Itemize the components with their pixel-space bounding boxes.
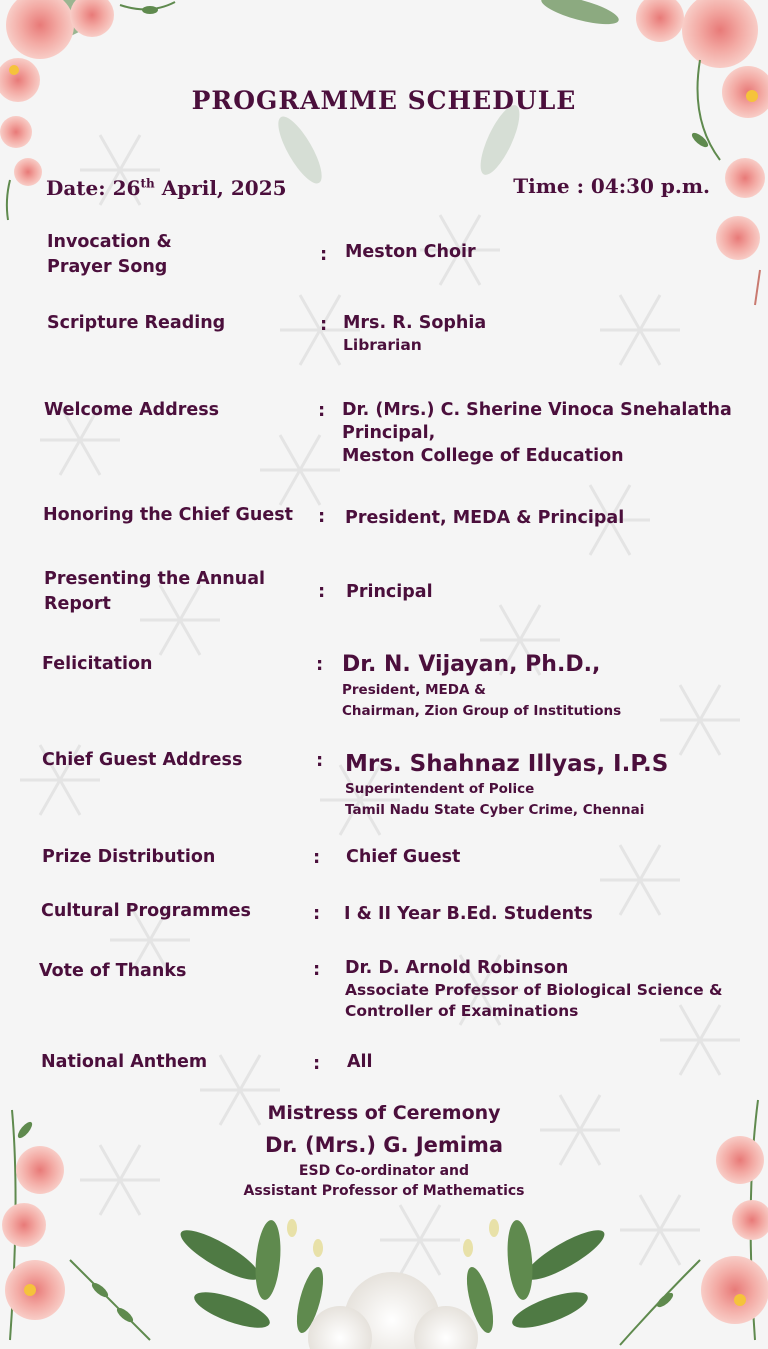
value-line: Dr. D. Arnold Robinson [345,958,569,978]
schedule-label [47,230,172,280]
value-line: Tamil Nadu State Cyber Crime, Chennai [345,802,645,818]
mistress-role-1: ESD Co-ordinator and [298,1163,470,1179]
date-suffix: April, 2025 [154,176,287,200]
separator-colon: : [316,654,324,675]
date-prefix: Date: 26 [46,176,141,200]
schedule-value [345,957,723,1022]
schedule-label [43,503,293,528]
value-line: President, MEDA & Principal [345,508,625,528]
label-line: Scripture Reading [47,313,226,333]
schedule-value [345,749,668,821]
schedule-label [41,899,251,924]
date-superscript: th [140,176,155,191]
label-line: Honoring the Chief Guest [43,505,293,525]
schedule-label [44,567,265,617]
schedule-label [42,845,215,870]
value-line: Mrs. Shahnaz Illyas, I.P.S [345,751,669,777]
value-line: Controller of Examinations [345,1002,579,1020]
value-line: All [347,1052,373,1072]
event-date [46,176,287,200]
separator-colon: : [320,314,328,335]
label-line: Chief Guest Address [42,750,243,770]
value-line: Meston Choir [345,242,476,262]
value-line: President, MEDA & [342,682,486,698]
schedule-label [42,652,153,677]
value-line: Associate Professor of Biological Science & [345,981,723,999]
label-line: Presenting the Annual [44,569,266,589]
value-line: Dr. N. Vijayan, Ph.D., [342,652,601,677]
schedule-label [41,1050,207,1075]
separator-colon: : [313,959,321,980]
mistress-heading: Mistress of Ceremony [267,1102,501,1124]
schedule-value [347,1051,373,1074]
label-line: Vote of Thanks [39,961,187,981]
value-line: Principal, [342,423,436,443]
schedule-label [39,959,186,984]
schedule-value [346,581,433,604]
separator-colon: : [316,750,324,771]
separator-colon: : [318,506,326,527]
separator-colon: : [320,244,328,265]
schedule-value [345,507,624,530]
schedule-label [42,748,242,773]
value-line: I & II Year B.Ed. Students [344,904,593,924]
page-title: PROGRAMME SCHEDULE [191,86,577,115]
separator-colon: : [318,581,326,602]
event-time: Time : 04:30 p.m. [513,174,710,198]
schedule-value [343,312,486,356]
schedule-label [44,398,219,423]
value-line: Dr. (Mrs.) C. Sherine Vinoca Snehalatha [342,400,732,420]
label-line: Prize Distribution [42,847,216,867]
label-line: Welcome Address [44,400,220,420]
value-line: Chairman, Zion Group of Institutions [342,703,622,719]
value-line: Mrs. R. Sophia [343,313,487,333]
separator-colon: : [313,903,321,924]
schedule-value [342,650,621,722]
schedule-value [344,903,593,926]
value-line: Chief Guest [346,847,461,867]
schedule-label [47,311,225,336]
label-line: Report [44,594,111,614]
schedule-value [345,241,476,264]
label-line: Prayer Song [47,257,168,277]
value-line: Meston College of Education [342,446,624,466]
schedule-value [346,846,460,869]
value-line: Librarian [343,336,422,354]
value-line: Principal [346,582,433,602]
separator-colon: : [318,400,326,421]
separator-colon: : [313,1053,321,1074]
value-line: Superintendent of Police [345,781,535,797]
label-line: Invocation & [47,232,172,252]
label-line: Cultural Programmes [41,901,251,921]
label-line: National Anthem [41,1052,208,1072]
separator-colon: : [313,847,321,868]
label-line: Felicitation [42,654,153,674]
mistress-name: Dr. (Mrs.) G. Jemima [264,1133,504,1157]
schedule-value [342,399,732,468]
mistress-role-2: Assistant Professor of Mathematics [243,1183,525,1199]
